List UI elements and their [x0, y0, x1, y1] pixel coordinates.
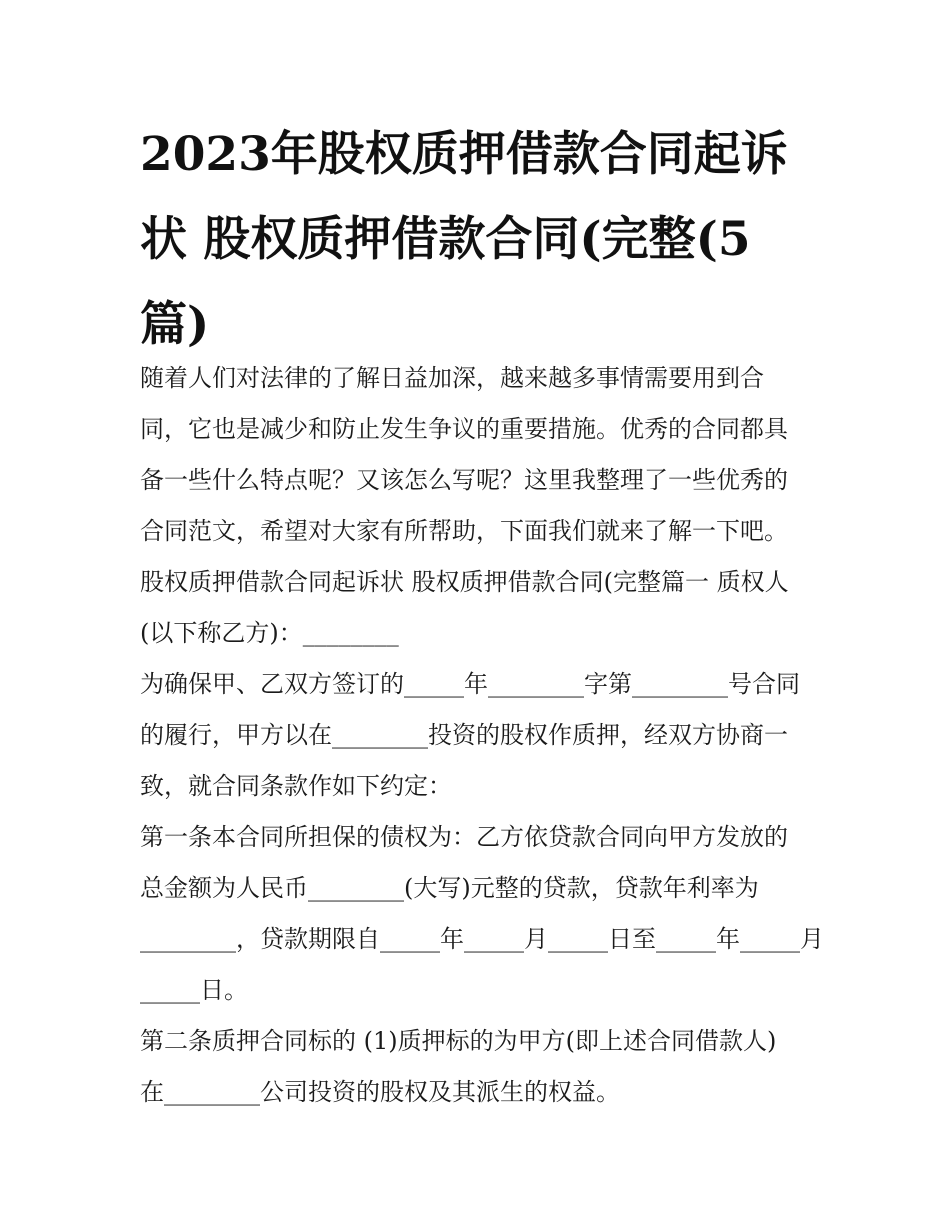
title-line: 篇) [140, 297, 210, 352]
body-line: 合同范文，希望对大家有所帮助，下面我们就来了解一下吧。 [140, 517, 788, 545]
body-line: 随着人们对法律的了解日益加深，越来越多事情需要用到合 [140, 364, 764, 392]
body-line: 总金额为人民币________(大写)元整的贷款，贷款年利率为 [140, 874, 759, 902]
title-line: 2023年股权质押借款合同起诉 [140, 127, 788, 182]
body-line: 致，就合同条款作如下约定： [140, 772, 452, 800]
body-line: 第二条质押合同标的 (1)质押标的为甲方(即上述合同借款人) [140, 1027, 777, 1055]
body-line: 第一条本合同所担保的债权为：乙方依贷款合同向甲方发放的 [140, 823, 788, 851]
body-line: 股权质押借款合同起诉状 股权质押借款合同(完整篇一 质权人 [140, 568, 789, 596]
body-line: 为确保甲、乙双方签订的_____年________字第________号合同 [140, 670, 800, 698]
document-title [140, 112, 820, 367]
title-line: 状 股权质押借款合同(完整(5 [140, 212, 751, 267]
body-line: ________，贷款期限自_____年_____月_____日至_____年_____月 [140, 925, 824, 953]
body-line: _____日。 [140, 976, 248, 1004]
body-line: (以下称乙方)：________ [140, 619, 399, 647]
body-line: 备一些什么特点呢？又该怎么写呢？这里我整理了一些优秀的 [140, 466, 788, 494]
body-line: 同，它也是减少和防止发生争议的重要措施。优秀的合同都具 [140, 415, 788, 443]
body-line: 的履行，甲方以在________投资的股权作质押，经双方协商一 [140, 721, 788, 749]
body-line: 在________公司投资的股权及其派生的权益。 [140, 1078, 620, 1106]
document-body [140, 353, 830, 1118]
